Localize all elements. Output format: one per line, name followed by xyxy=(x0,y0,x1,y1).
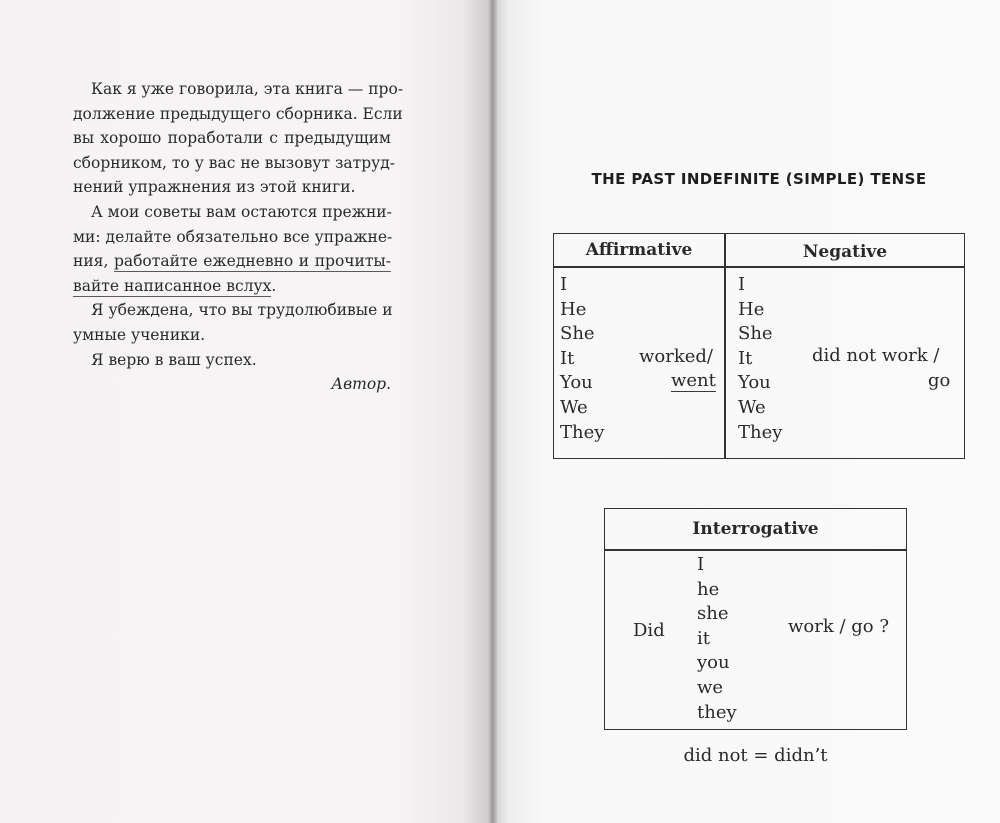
negative-verb: did not work / xyxy=(812,345,940,366)
negative-pronouns xyxy=(738,273,782,445)
pronoun: We xyxy=(560,396,588,418)
pronoun: we xyxy=(697,676,724,698)
pronoun: She xyxy=(738,323,773,345)
pronoun: they xyxy=(697,701,737,723)
text-line: должение предыдущего сборника. Если xyxy=(73,104,403,123)
negative-verb-alt: go xyxy=(928,370,951,391)
affirmative-verb: worked/ xyxy=(639,346,713,367)
affirmative-verb-irregular xyxy=(671,370,716,391)
text-line: Как я уже говорила, эта книга — про- xyxy=(91,80,404,98)
pronoun: I xyxy=(560,274,568,295)
header-divider xyxy=(554,266,964,268)
pronoun: We xyxy=(738,396,766,418)
text-fragment: ния, xyxy=(73,252,114,271)
text-line xyxy=(73,274,391,299)
author-preface xyxy=(73,77,404,397)
text-line: сборником, то у вас не вызовут затруд- xyxy=(73,153,396,172)
affirmative-pronouns xyxy=(560,273,604,445)
text-line: Я убеждена, что вы трудолюбивые и xyxy=(91,301,393,320)
pronoun: You xyxy=(560,372,593,394)
pronoun: He xyxy=(738,298,765,320)
auxiliary-did: Did xyxy=(633,620,665,641)
text-line xyxy=(73,249,391,274)
pronoun: it xyxy=(697,627,710,649)
interrogative-pronouns xyxy=(697,553,737,725)
pronoun: you xyxy=(697,652,730,674)
negative-header: Negative xyxy=(802,242,888,262)
underlined-advice: работайте ежедневно и прочиты- xyxy=(113,252,392,271)
pronoun: It xyxy=(560,347,575,369)
underlined-advice: вайте написанное вслух xyxy=(73,276,272,295)
pronoun: You xyxy=(738,372,771,394)
pronoun: They xyxy=(738,421,783,443)
interrogative-header: Interrogative xyxy=(692,519,819,539)
pronoun: They xyxy=(560,421,605,443)
contraction-note: did not = didn’t xyxy=(683,745,828,766)
pronoun: she xyxy=(697,603,729,625)
text-line: А мои советы вам остаются прежни- xyxy=(91,202,392,221)
text-line: нений упражнения из этой книги. xyxy=(73,178,356,197)
conjugation-table xyxy=(553,233,965,459)
header-divider xyxy=(605,549,906,551)
pronoun: he xyxy=(697,578,720,600)
book-spine xyxy=(488,0,498,823)
irregular-verb-underlined: went xyxy=(671,370,716,391)
column-divider xyxy=(724,234,726,458)
page-title: THE PAST INDEFINITE (SIMPLE) TENSE xyxy=(591,170,927,188)
interrogative-table xyxy=(604,508,907,730)
pronoun: He xyxy=(560,298,587,320)
text-line: ми: делайте обязательно все упражне- xyxy=(73,227,393,246)
pronoun: It xyxy=(738,347,753,369)
text-line: Я верю в ваш успех. xyxy=(91,350,257,369)
text-line: умные ученики. xyxy=(73,325,206,344)
author-signature: Автор. xyxy=(331,375,391,394)
left-page xyxy=(0,0,493,823)
text-fragment: . xyxy=(271,276,277,295)
pronoun: She xyxy=(560,323,595,345)
pronoun: I xyxy=(697,554,705,575)
pronoun: I xyxy=(738,274,746,295)
interrogative-verb: work / go ? xyxy=(788,616,889,637)
text-line: вы хорошо поработали с предыдущим xyxy=(73,129,391,148)
affirmative-header: Affirmative xyxy=(585,240,693,260)
